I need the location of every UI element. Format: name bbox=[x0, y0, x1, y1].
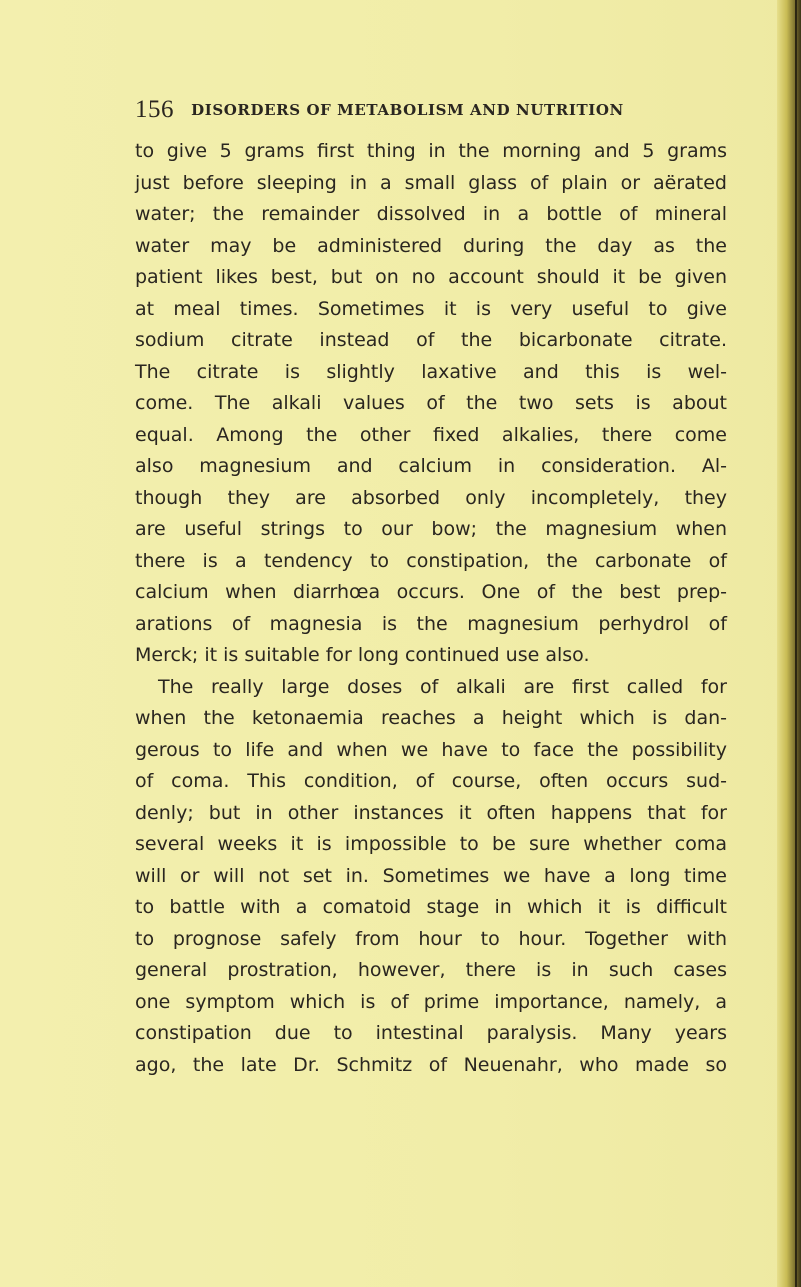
page-number: 156 bbox=[135, 96, 174, 123]
text-line: denly; but in other instances it often happens that for bbox=[135, 801, 727, 824]
text-line: there is a tendency to constipation, the carbonate of bbox=[135, 549, 727, 572]
page-header bbox=[135, 96, 695, 126]
text-line: equal. Among the other fixed alkalies, there come bbox=[135, 423, 727, 446]
text-line: of coma. This condition, of course, often occurs sud- bbox=[135, 770, 727, 792]
text-line: water may be administered during the day as the bbox=[135, 234, 727, 257]
page-edge-line bbox=[795, 0, 797, 1287]
text-line: gerous to life and when we have to face the possibility bbox=[135, 738, 727, 761]
running-head: DISORDERS OF METABOLISM AND NUTRITION bbox=[191, 101, 624, 119]
text-line: one symptom which is of prime importance, namely, a bbox=[135, 990, 727, 1013]
text-line: sodium citrate instead of the bicarbonate citrate. bbox=[135, 329, 727, 351]
body-text bbox=[135, 136, 727, 1081]
text-line: general prostration, however, there is in such cases bbox=[135, 959, 727, 981]
text-line: to give 5 grams first thing in the morning and 5 grams bbox=[135, 140, 727, 162]
text-line: water; the remainder dissolved in a bottle of mineral bbox=[135, 203, 727, 225]
text-line: arations of magnesia is the magnesium perhydrol of bbox=[135, 612, 727, 635]
text-line: at meal times. Sometimes it is very useful to give bbox=[135, 297, 727, 320]
text-line: though they are absorbed only incompletely, they bbox=[135, 486, 727, 509]
text-line: when the ketonaemia reaches a height which is dan- bbox=[135, 707, 727, 729]
text-line: to battle with a comatoid stage in which it is difficult bbox=[135, 896, 727, 918]
text-line: constipation due to intestinal paralysis. Many years bbox=[135, 1022, 727, 1044]
text-line: calcium when diarrhœa occurs. One of the best prep- bbox=[135, 581, 727, 603]
text-line: come. The alkali values of the two sets is about bbox=[135, 392, 727, 414]
text-line: also magnesium and calcium in consideration. Al- bbox=[135, 455, 727, 477]
text-line: several weeks it is impossible to be sure whether coma bbox=[135, 833, 727, 855]
text-line: just before sleeping in a small glass of plain or aërated bbox=[135, 171, 727, 194]
text-line: to prognose safely from hour to hour. Together with bbox=[135, 927, 727, 950]
text-line: patient likes best, but on no account should it be given bbox=[135, 266, 727, 288]
page-edge-shadow bbox=[777, 0, 801, 1287]
text-line: are useful strings to our bow; the magnesium when bbox=[135, 518, 727, 540]
text-line: ago, the late Dr. Schmitz of Neuenahr, who made so bbox=[135, 1053, 727, 1076]
text-line: will or will not set in. Sometimes we have a long time bbox=[135, 864, 727, 887]
text-line: The citrate is slightly laxative and this is wel- bbox=[135, 360, 727, 383]
text-line: Merck; it is suitable for long continued use also. bbox=[135, 644, 590, 666]
paragraph-start-line: The really large doses of alkali are first called for bbox=[158, 675, 727, 698]
